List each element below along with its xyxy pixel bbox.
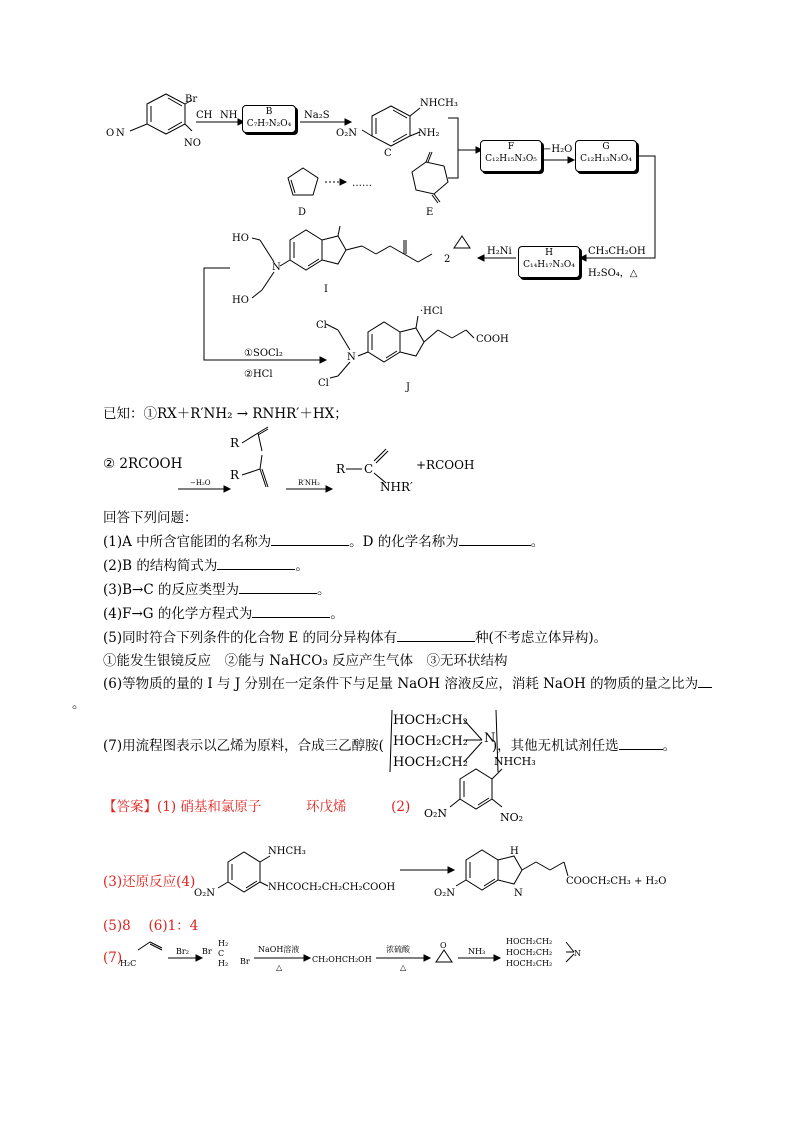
q2-blank[interactable]	[217, 569, 295, 570]
compound-G-box	[575, 140, 637, 172]
cond-minus-water: −H₂O	[190, 479, 211, 487]
q6-end: 。	[72, 696, 86, 712]
a7-tea-1: HOCH₂CH₂	[506, 937, 553, 946]
a7-h2-a: H₂	[218, 939, 229, 948]
compound-B-box	[242, 105, 296, 133]
prod-r: R	[336, 462, 346, 476]
minus-water: −H₂O	[543, 144, 573, 155]
B-formula: C₇H₇N₂O₄	[246, 119, 292, 129]
J-cl-2: Cl	[318, 378, 329, 389]
tea-n: N	[484, 731, 496, 746]
a7-br2: Br₂	[176, 947, 189, 956]
a7-h2-b: H₂	[218, 959, 229, 968]
a4-n: N	[514, 888, 523, 899]
a4-nhch3: NHCH₃	[268, 846, 306, 857]
J-step-hcl: ②HCl	[244, 369, 273, 380]
B-label: B	[265, 107, 273, 117]
cond-rnh2: R′NH₂	[298, 479, 320, 487]
answer-7: (7)	[103, 950, 123, 966]
C-nh2-label: NH₂	[418, 128, 440, 139]
anh-r2: R	[230, 468, 240, 482]
known-1: 已知：①RX＋R′NH₂ → RNHR′＋HX；	[103, 406, 348, 422]
A-n-label: N	[116, 128, 125, 139]
q3-text-b: 。	[316, 582, 331, 598]
I-label: I	[324, 284, 328, 295]
question-3	[103, 578, 330, 598]
q2-text-b: 。	[295, 558, 309, 574]
tea-row-3: HOCH₂CH₂	[393, 755, 468, 770]
question-2	[103, 554, 309, 574]
q6-text-a: (6)等物质的量的 I 与 J 分别在一定条件下与足量 NaOH 溶液反应，消耗 NaOH 的物质的量之比为	[103, 676, 699, 692]
a7-acid: 浓硫酸	[386, 945, 410, 954]
C-nhch3-label: NHCH₃	[420, 98, 458, 109]
q1-blank-1[interactable]	[271, 545, 349, 546]
J-step-socl2: ①SOCl₂	[244, 348, 283, 359]
q7-blank[interactable]	[619, 749, 663, 750]
I-ho-2: HO	[232, 295, 249, 306]
a4-o2n: O₂N	[194, 888, 215, 899]
reaction-scheme	[0, 0, 800, 400]
a2-nhch3: NHCH₃	[494, 755, 536, 768]
question-5	[103, 626, 607, 646]
H-formula: C₁₄H₁₇N₃O₄	[523, 260, 575, 270]
q1-text-c: 。	[530, 534, 545, 550]
a7-delta: △	[276, 963, 283, 972]
q1-text-b: 。D 的化学名称为	[349, 534, 459, 550]
answer-4-equation	[190, 840, 700, 910]
J-hcl-salt: ·HCl	[420, 306, 443, 317]
reagent-ch3nh2-2: NH	[220, 110, 238, 121]
a7-tea-3: HOCH₂CH₂	[506, 959, 553, 968]
q7-text-a: (7)用流程图表示以乙烯为原料，合成三乙醇胺(	[103, 738, 384, 754]
question-1	[103, 530, 544, 550]
a7-br-1: Br	[202, 947, 212, 956]
epoxide-coefficient: 2	[444, 254, 451, 265]
answer-5-6: (5)8 (6)1：4	[103, 918, 199, 934]
a4-nh: H	[510, 846, 519, 857]
A-o2n-label: O	[106, 128, 115, 139]
q7-text-b: )，其他无机试剂任选	[491, 738, 619, 754]
G-label: G	[602, 142, 610, 152]
q7-text-c: 。	[662, 738, 677, 754]
q1-text-a: (1)A 中所含官能团的名称为	[103, 534, 272, 550]
a4-ester: COOCH₂CH₃ + H₂O	[566, 876, 667, 887]
I-ho-1: HO	[232, 233, 249, 244]
q5-text-a: (5)同时符合下列条件的化合物 E 的同分异构体有	[103, 630, 398, 646]
answer-2: (2)	[391, 799, 411, 815]
question-5-conditions: ①能发生银镜反应 ②能与 NaHCO₃ 反应产生气体 ③无环状结构	[103, 653, 508, 669]
q6-blank[interactable]	[698, 687, 712, 688]
q4-text-b: 。	[330, 606, 344, 622]
J-n: N	[347, 352, 356, 363]
a7-tea-2: HOCH₂CH₂	[506, 948, 553, 957]
answer-2-structure	[420, 755, 550, 835]
answer-3-4: (3)还原反应(4)	[103, 874, 196, 890]
q2-text-a: (2)B 的结构简式为	[103, 558, 218, 574]
a7-epoxide-o: O	[440, 941, 447, 950]
answer-7-route	[118, 930, 598, 980]
A-br-label: Br	[185, 94, 198, 105]
q3-blank[interactable]	[239, 593, 317, 594]
anh-r1: R	[230, 436, 240, 450]
a7-naoh: NaOH溶液	[258, 945, 300, 954]
J-label: J	[406, 382, 411, 393]
a4-o2n-2: O₂N	[434, 888, 455, 899]
A-no2-label: NO	[184, 138, 201, 149]
C-label: C	[384, 148, 392, 159]
reagent-h2so4: H₂SO₄，△	[588, 268, 638, 279]
E-label: E	[426, 207, 434, 218]
a7-delta-2: △	[400, 963, 407, 972]
a7-tea-n: N	[574, 949, 581, 958]
q5-text-b: 种(不考虑立体异构)。	[475, 630, 608, 646]
a2-o2n: O₂N	[424, 807, 448, 820]
F-formula: C₁₂H₁₅N₃O₅	[485, 154, 537, 164]
prod-c: C	[364, 462, 374, 476]
F-label: F	[507, 142, 515, 152]
answer-1	[103, 795, 410, 815]
reagent-ch3nh2-1: CH	[196, 110, 213, 121]
a4-side-chain: NHCOCH₂CH₂CH₂COOH	[268, 882, 396, 893]
reagent-ethanol: CH₃CH₂OH	[588, 246, 646, 257]
a7-c: C	[218, 949, 225, 958]
compound-F-box	[480, 140, 542, 172]
a7-h2c: H₂C	[120, 959, 137, 968]
question-6	[103, 672, 712, 692]
q1-blank-2[interactable]	[459, 545, 531, 546]
known-2-label: ② 2RCOOH	[103, 456, 183, 472]
G-formula: C₁₂H₁₃N₃O₄	[580, 154, 632, 164]
a7-nh3: NH₃	[468, 947, 486, 956]
answer-head: 【答案】(1) 硝基和氯原子	[103, 799, 262, 815]
H-label: H	[545, 248, 553, 258]
dots: ……	[352, 178, 372, 189]
a7-glycol: CH₂OHCH₂OH	[312, 955, 372, 964]
q3-text-a: (3)B→C 的反应类型为	[103, 582, 239, 598]
a7-br-2: Br	[240, 957, 250, 966]
answer-1b: 环戊烯	[306, 799, 347, 815]
compound-H-box	[518, 246, 580, 278]
reagent-h2ni: H₂Ni	[487, 246, 512, 257]
I-n: N	[272, 262, 281, 273]
q4-text-a: (4)F→G 的化学方程式为	[103, 606, 253, 622]
D-label: D	[298, 207, 307, 218]
q5-blank[interactable]	[397, 641, 475, 642]
reagent-na2s: Na₂S	[304, 110, 330, 121]
tea-row-2: HOCH₂CH₂	[393, 734, 468, 749]
prod-nhr: NHR′	[380, 480, 413, 494]
tea-row-1: HOCH₂CH₂	[393, 713, 468, 728]
J-cl-1: Cl	[316, 320, 327, 331]
q4-blank[interactable]	[252, 617, 330, 618]
questions-intro: 回答下列问题：	[103, 510, 198, 526]
J-cooh: COOH	[476, 334, 509, 345]
a2-no2: NO₂	[500, 811, 524, 824]
question-4	[103, 602, 344, 622]
prod-extra: +RCOOH	[416, 458, 475, 472]
C-o2n-label: O₂N	[336, 128, 357, 139]
